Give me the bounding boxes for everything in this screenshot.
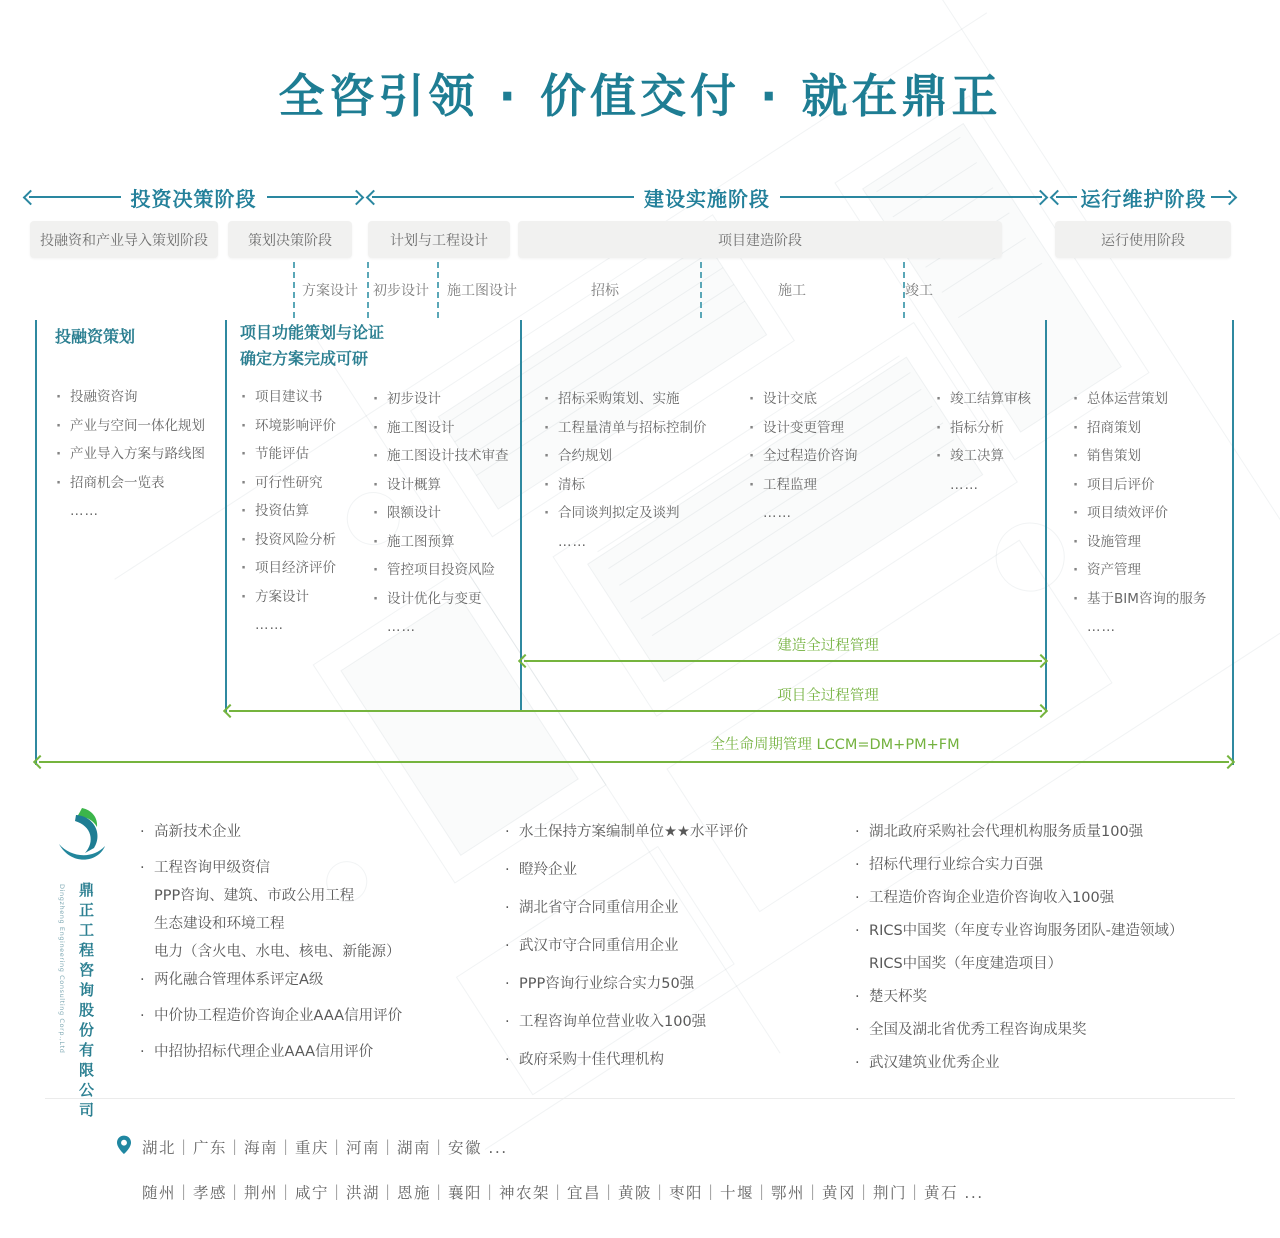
stage-box-plan-design: 计划与工程设计 [368,221,510,258]
page-title: 全咨引领 · 价值交付 · 就在鼎正 [278,69,1002,123]
qualifications-middle [505,822,748,1088]
list-item: · 投资估算 [240,502,336,522]
list-ellipsis: …… [387,619,416,635]
qualification-subitem: RICS中国奖（年度建造项目） [869,956,1063,972]
substage-construction: 施工 [778,283,806,299]
arrow-line [267,196,359,198]
list-item: · 合约规划 [543,447,707,467]
footer-provinces: 湖北｜广东｜海南｜重庆｜河南｜湖南｜安徽 ... [142,1139,508,1157]
list-item: · 设施管理 [1072,533,1206,553]
company-logo [52,806,112,872]
list-ellipsis: …… [558,533,587,550]
list-item: · 全过程造价咨询 [748,447,858,467]
list-item: · 限额设计 [372,504,509,524]
list-item: · 工程量清单与招标控制价 [543,419,707,439]
phase-label: 建设实施阶段 [644,186,770,211]
column-header-line1: 项目功能策划与论证 [240,323,385,342]
arrow-left-icon [33,755,47,769]
footer-divider [45,1098,1235,1099]
location-pin-icon [116,1135,132,1155]
list-decision [240,388,336,645]
list-ellipsis: …… [763,505,792,521]
list-financing [55,388,205,531]
dashed-divider [700,262,702,318]
arrow-right-icon [1221,755,1235,769]
stage-box-construction: 项目建造阶段 [518,221,1002,258]
arrow-line [780,196,1042,198]
substage-bidding: 招标 [591,283,619,299]
list-item: · 环境影响评价 [240,417,336,437]
list-item: · 设计交底 [748,390,858,410]
substage-completion: 竣工 [905,283,933,299]
qualification-item: · 全国及湖北省优秀工程咨询成果奖 [855,1020,1183,1040]
list-item: · 设计变更管理 [748,419,858,439]
section-line [225,320,227,712]
qualification-item: · 武汉建筑业优秀企业 [855,1053,1183,1073]
list-item: · 竣工结算审核 [935,390,1031,410]
section-line-left [35,320,37,765]
list-item: · 设计优化与变更 [372,590,509,610]
list-completion [935,390,1031,504]
column-header-project-function [240,320,384,372]
list-item: · 节能评估 [240,445,336,465]
list-item: · 施工图设计技术审查 [372,447,509,467]
section-line [520,320,522,712]
arrow-right-icon [1033,189,1049,205]
list-bidding [543,390,707,561]
arrow-right-icon [1034,654,1048,668]
footer-cities: 随州｜孝感｜荆州｜咸宁｜洪湖｜恩施｜襄阳｜神农架｜宜昌｜黄陂｜枣阳｜十堰｜鄂州｜黄冈｜荆门｜黄石 ... [142,1184,984,1202]
dashed-divider [903,262,905,318]
list-ellipsis: …… [1087,619,1116,635]
project-management-label: 项目全过程管理 [777,688,879,704]
list-item: · 招商策划 [1072,419,1206,439]
list-ellipsis: …… [950,476,979,493]
arrow-line [372,196,634,198]
list-item: · 清标 [543,476,707,496]
arrow-left-icon [366,189,382,205]
list-item: · 指标分析 [935,419,1031,439]
list-item: · 初步设计 [372,390,509,410]
list-item: · 项目绩效评价 [1072,504,1206,524]
list-item: · 资产管理 [1072,561,1206,581]
qualification-item: · 高新技术企业 [140,822,402,842]
phase-arrow-construction [368,186,1046,211]
qualification-item: · 中价协工程造价咨询企业AAA信用评价 [140,1006,402,1026]
list-item: · 投融资咨询 [55,388,205,408]
list-design [372,390,509,647]
section-line-right [1232,320,1234,765]
qualification-subitem: 生态建设和环境工程 [154,916,285,932]
qualification-item: · 工程咨询单位营业收入100强 [505,1012,748,1032]
column-header-line2: 确定方案完成可研 [240,349,369,368]
dashed-divider [367,262,369,318]
stage-box-financing-planning: 投融资和产业导入策划阶段 [30,221,218,258]
list-item: · 项目经济评价 [240,559,336,579]
list-item: · 项目后评价 [1072,476,1206,496]
qualifications-right [855,822,1183,1086]
qualification-item: · 工程造价咨询企业造价咨询收入100强 [855,888,1183,908]
arrow-left-icon [518,654,532,668]
list-item: · 竣工决算 [935,447,1031,467]
list-item: · 招标采购策划、实施 [543,390,707,410]
qualification-item: · 楚天杯奖 [855,987,1183,1007]
dashed-divider [293,262,295,318]
qualification-item: · 湖北省守合同重信用企业 [505,898,748,918]
qualifications-left [140,822,402,1078]
list-item: · 总体运营策划 [1072,390,1206,410]
qualification-item: · RICS中国奖（年度专业咨询服务团队-建造领域） [855,921,1183,941]
list-item: · 可行性研究 [240,474,336,494]
substage-construction-drawing: 施工图设计 [447,283,517,299]
arrow-left-icon [23,189,39,205]
list-item: · 管控项目投资风险 [372,561,509,581]
qualification-item: · 水土保持方案编制单位★★水平评价 [505,822,748,842]
arrow-right-icon [349,189,365,205]
dashed-divider [437,262,439,318]
project-management-arrow [225,706,1046,716]
list-item: · 施工图预算 [372,533,509,553]
company-name-en: Dingzheng Engineering Consulting Corp.,Ltd [58,884,66,1054]
list-ellipsis: …… [70,503,99,519]
arrow-left-icon [223,704,237,718]
list-item: · 投资风险分析 [240,531,336,551]
arrow-right-icon [1222,189,1238,205]
section-line [1045,320,1047,712]
arrow-left-icon [1050,189,1066,205]
qualification-item: · 工程咨询甲级资信 [140,858,402,878]
qualification-item: · 湖北政府采购社会代理机构服务质量100强 [855,822,1183,842]
qualification-item: · 瞪羚企业 [505,860,748,880]
qualification-item: · 政府采购十佳代理机构 [505,1050,748,1070]
list-item: · 工程监理 [748,476,858,496]
qualification-subitem: PPP咨询、建筑、市政公用工程 [154,888,355,904]
qualification-item: · 中招协招标代理企业AAA信用评价 [140,1042,402,1062]
list-item: · 方案设计 [240,588,336,608]
list-item: · 合同谈判拟定及谈判 [543,504,707,524]
stage-box-operation: 运行使用阶段 [1055,221,1231,258]
arrow-line [524,660,1042,662]
list-item: · 销售策划 [1072,447,1206,467]
list-item: · 基于BIM咨询的服务 [1072,590,1206,610]
lifecycle-management-label: 全生命周期管理 LCCM=DM+PM+FM [710,737,960,753]
substage-preliminary-design: 初步设计 [373,283,429,299]
qualification-item: · 武汉市守合同重信用企业 [505,936,748,956]
list-item: · 施工图设计 [372,419,509,439]
column-header-financing: 投融资策划 [55,327,136,346]
list-item: · 产业与空间一体化规划 [55,417,205,437]
list-ellipsis: …… [255,617,284,633]
arrow-line [39,761,1229,763]
arrow-right-icon [1034,704,1048,718]
phase-label: 运行维护阶段 [1080,186,1207,211]
stage-box-decision: 策划决策阶段 [228,221,352,258]
phase-label: 投资决策阶段 [130,186,257,211]
lifecycle-management-arrow [35,757,1233,767]
phase-arrow-investment [25,186,362,211]
qualification-item: · 招标代理行业综合实力百强 [855,855,1183,875]
company-name-cn: 鼎正工程咨询股份有限公司 [77,882,95,1122]
construction-management-label: 建造全过程管理 [777,638,879,654]
list-item: · 项目建议书 [240,388,336,408]
list-item: · 设计概算 [372,476,509,496]
list-construction [748,390,858,533]
list-item: · 招商机会一览表 [55,474,205,494]
list-item: · 产业导入方案与路线图 [55,445,205,465]
qualification-item: · PPP咨询行业综合实力50强 [505,974,748,994]
list-operation [1072,390,1206,647]
qualification-item: · 两化融合管理体系评定A级 [140,970,402,990]
substage-scheme-design: 方案设计 [302,283,358,299]
arrow-line [229,710,1042,712]
arrow-line [29,196,121,198]
construction-management-arrow [520,656,1046,666]
phase-arrow-operation [1052,186,1235,211]
qualification-subitem: 电力（含火电、水电、核电、新能源） [154,944,401,960]
